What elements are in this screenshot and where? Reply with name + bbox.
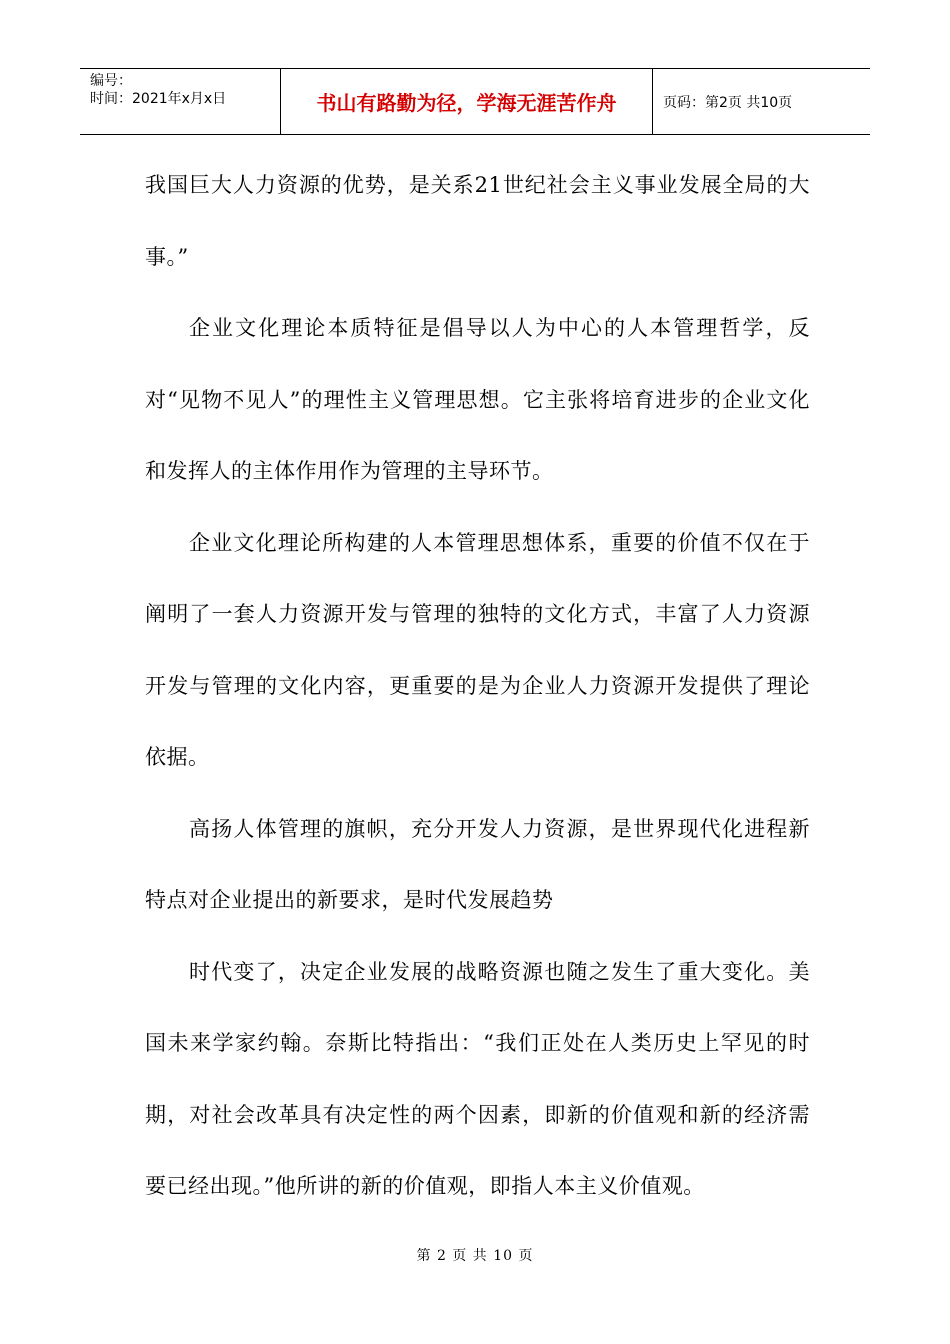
footer-page-number: 第 2 页 共 10 页 <box>416 1248 534 1264</box>
document-time-label: 时间：2021年x月x日 <box>90 91 227 107</box>
page-header <box>80 68 870 135</box>
paragraph-4: 高扬人体管理的旗帜，充分开发人力资源，是世界现代化进程新特点对企业提出的新要求，是时代发展趋势 <box>145 816 810 912</box>
header-motto-cell <box>281 69 653 134</box>
page-footer <box>0 1245 950 1265</box>
paragraph-2: 企业文化理论本质特征是倡导以人为中心的人本管理哲学，反对“见物不见人”的理性主义管理思想。它主张将培育进步的企业文化和发挥人的主体作用作为管理的主导环节。 <box>145 316 810 483</box>
paragraph-1: 我国巨大人力资源的优势，是关系21世纪社会主义事业发展全局的大事。” <box>145 173 810 269</box>
header-page-cell <box>653 69 870 134</box>
motto-text: 书山有路勤为径，学海无涯苦作舟 <box>316 91 617 115</box>
header-page-info: 页码：第2页 共10页 <box>663 94 793 111</box>
paragraph-5: 时代变了，决定企业发展的战略资源也随之发生了重大变化。美国未来学家约翰。奈斯比特指出：“我们正处在人类历史上罕见的时期，对社会改革具有决定性的两个因素，即新的价值观和新的经济需要已经出现。”他所讲的新的价值观，即指人本主义价值观。 <box>145 959 810 1198</box>
document-body <box>145 150 810 1223</box>
header-meta-cell <box>80 69 281 134</box>
paragraph-3: 企业文化理论所构建的人本管理思想体系，重要的价值不仅在于阐明了一套人力资源开发与管理的独特的文化方式，丰富了人力资源开发与管理的文化内容，更重要的是为企业人力资源开发提供了理论依据。 <box>145 530 810 769</box>
document-code-label: 编号： <box>90 73 132 89</box>
